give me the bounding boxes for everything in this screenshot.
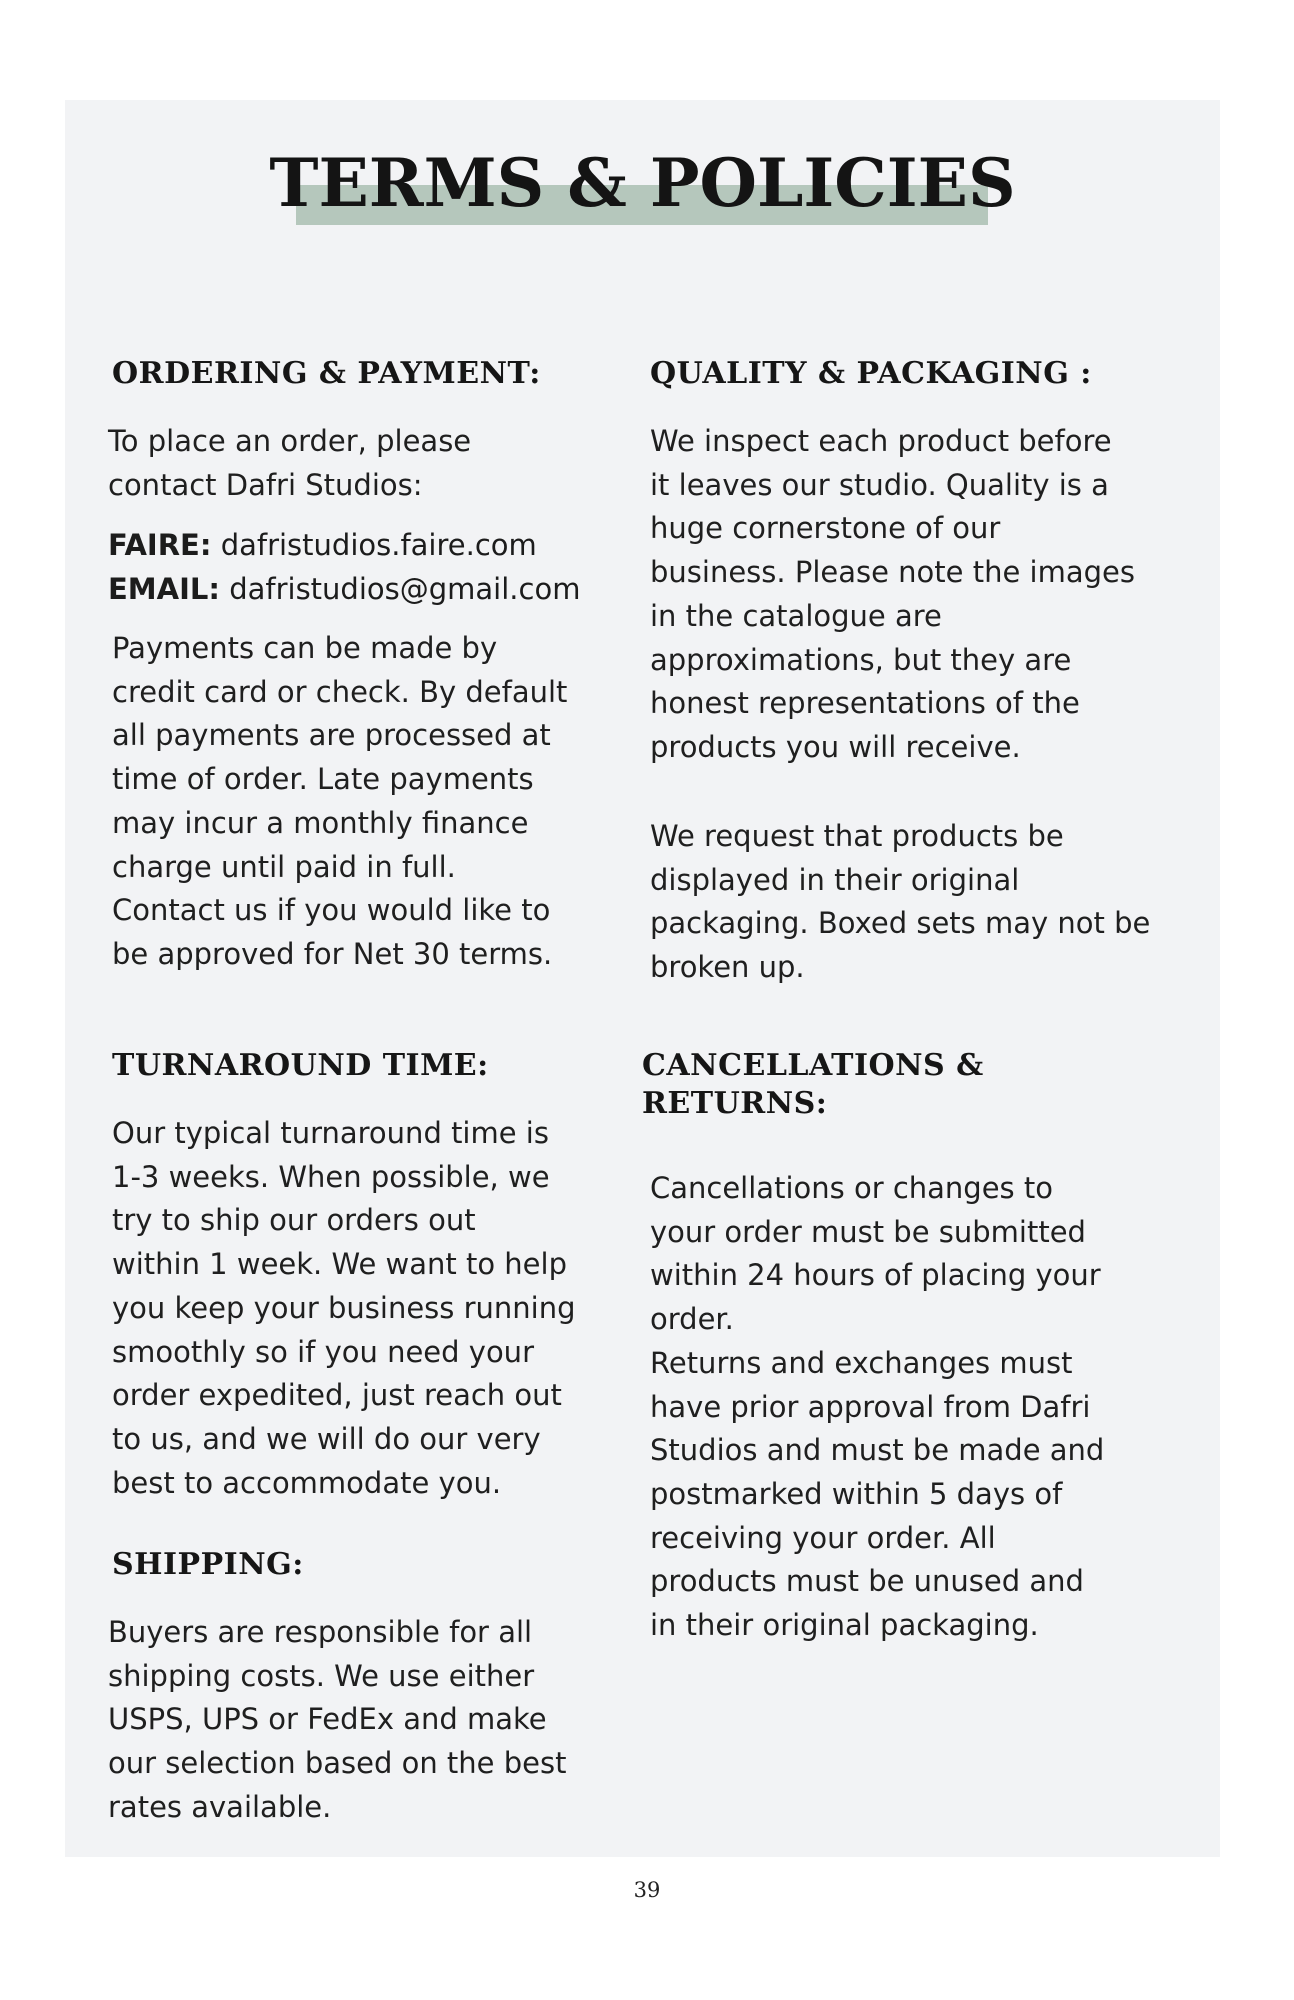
faire-link[interactable]: dafristudios.faire.com (220, 528, 537, 562)
section-turnaround (112, 1047, 489, 1085)
shipping-text: Buyers are responsible for all shipping costs. We use either USPS, UPS or FedEx and make our selection based on the best rates available. (108, 1615, 567, 1824)
cancellations-text: Cancellations or changes to your order must be submitted within 24 hours of placing your order. Returns and exchanges must have prior approval from Dafri Studios and must be made and postmarked within 5 days of receiving your order. All products must be unused and in their original packaging. (650, 1171, 1105, 1643)
cancellations-heading-line1: CANCELLATIONS & (642, 1048, 984, 1083)
contact-block (108, 524, 580, 611)
section-quality-packaging (650, 355, 1092, 393)
page-title: TERMS & POLICIES (269, 144, 1016, 222)
title-wrap (65, 138, 1220, 228)
quality-text-1: We inspect each product before it leaves our studio. Quality is a huge cornerstone of our business. Please note the images in the catalogue are approximations, but they are honest representations of the products you will receive. (650, 424, 1135, 764)
section-ordering-payment (112, 355, 612, 393)
section-shipping (112, 1546, 304, 1584)
page-number: 39 (633, 1878, 661, 1902)
quality-text-2: We request that products be displayed in their original packaging. Boxed sets may not be broken up. (650, 819, 1151, 985)
turnaround-heading: TURNAROUND TIME: (112, 1048, 489, 1083)
cancellations-heading-line2: RETURNS: (642, 1086, 828, 1121)
ordering-heading: ORDERING & PAYMENT: (112, 356, 541, 391)
ordering-payments-text: Payments can be made by credit card or check. By default all payments are processed at time of order. Late payments may incur a monthly finance charge until paid in full. Contact us if you would like to be approved for Net 30 terms. (112, 631, 568, 971)
faire-label: FAIRE: (108, 528, 212, 562)
turnaround-text: Our typical turnaround time is 1-3 weeks. When possible, we try to ship our orders out within 1 week. We want to help you keep your business running smoothly so if you need your order expedited, just reach out to us, and we will do our very best to accommodate you. (112, 1116, 576, 1500)
ordering-intro: To place an order, please contact Dafri Studios: (108, 424, 472, 502)
email-label: EMAIL: (108, 571, 220, 606)
email-link[interactable]: dafristudios@gmail.com (229, 571, 581, 606)
shipping-heading: SHIPPING: (112, 1547, 304, 1582)
faire-line (108, 524, 580, 568)
email-line (108, 568, 580, 612)
section-cancellations-returns (642, 1047, 984, 1122)
quality-heading: QUALITY & PACKAGING : (650, 356, 1092, 391)
